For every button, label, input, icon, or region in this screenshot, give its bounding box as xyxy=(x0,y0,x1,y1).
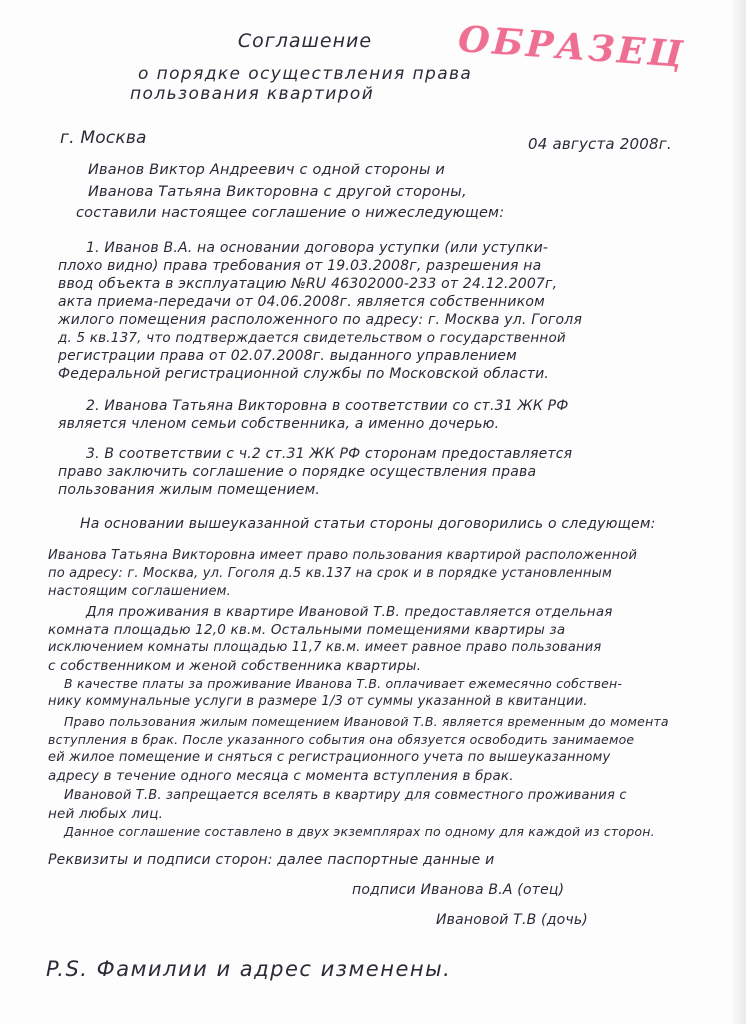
city: г. Москва xyxy=(60,128,147,148)
terms-line-1: Иванова Татьяна Викторовна имеет право пользования квартирой расположенной xyxy=(48,548,638,563)
clause-1-line-5: жилого помещения расположенного по адресу: г. Москва ул. Гоголя xyxy=(58,312,583,328)
document-title: Соглашение xyxy=(237,30,373,52)
clause-2-line-1: 2. Иванова Татьяна Викторовна в соответствии со ст.31 ЖК РФ xyxy=(86,398,569,414)
agreed-heading: На основании вышеуказанной статьи стороны договорились о следующем: xyxy=(80,516,656,532)
clause-3-line-3: пользования жилым помещением. xyxy=(58,482,320,498)
terms-line-15: ней любых лиц. xyxy=(48,806,164,822)
clause-1-line-4: акта приема-передачи от 04.06.2008г. является собственником xyxy=(58,294,545,310)
document-subtitle-line-1: о порядке осуществления права xyxy=(138,64,473,84)
terms-line-4: Для проживания в квартире Ивановой Т.В. предоставляется отдельная xyxy=(86,604,613,620)
intro-line-2: Иванова Татьяна Викторовна с другой стороны, xyxy=(88,184,467,200)
page-edge-shadow xyxy=(732,0,746,1024)
terms-line-11: вступления в брак. После указанного события она обязуется освободить занимаемое xyxy=(48,732,635,747)
clause-3-line-2: право заключить соглашение о порядке осуществления права xyxy=(58,464,537,480)
requisites-line-1: Реквизиты и подписи сторон: далее паспортные данные и xyxy=(48,852,495,868)
clause-1-line-6: д. 5 кв.137, что подтверждается свидетельством о государственной xyxy=(58,330,566,346)
document-subtitle-line-2: пользования квартирой xyxy=(130,84,375,104)
terms-line-6: исключением комнаты площадью 11,7 кв.м. имеет равное право пользования xyxy=(48,640,602,655)
terms-line-10: Право пользования жилым помещением Ивановой Т.В. является временным до момента xyxy=(64,714,669,729)
terms-line-14: Ивановой Т.В. запрещается вселять в квартиру для совместного проживания с xyxy=(64,788,627,803)
terms-line-12: ей жилое помещение и сняться с регистрационного учета по вышеуказанному xyxy=(48,750,611,765)
intro-line-3: составили настоящее соглашение о нижеследующем: xyxy=(76,205,505,221)
terms-line-9: нику коммунальные услуги в размере 1/3 от суммы указанной в квитанции. xyxy=(48,694,588,709)
clause-1-line-3: ввод объекта в эксплуатацию №RU 46302000-233 от 24.12.2007г, xyxy=(58,276,558,292)
date: 04 августа 2008г. xyxy=(528,135,672,153)
terms-line-7: с собственником и женой собственника квартиры. xyxy=(48,658,422,674)
postscript-note: P.S. Фамилии и адрес изменены. xyxy=(46,957,452,981)
sample-stamp: ОБРАЗЕЦ xyxy=(456,18,687,76)
intro-line-1: Иванов Виктор Андреевич с одной стороны и xyxy=(88,162,446,178)
clause-1-line-7: регистрации права от 02.07.2008г. выданного управлением xyxy=(58,348,517,364)
requisites-line-3: Ивановой Т.В (дочь) xyxy=(436,912,588,928)
clause-1-line-8: Федеральной регистрационной службы по Московской области. xyxy=(58,366,550,382)
clause-1-line-2: плохо видно) права требования от 19.03.2008г, разрешения на xyxy=(58,258,542,274)
terms-line-3: настоящим соглашением. xyxy=(48,584,231,599)
clause-3-line-1: 3. В соответствии с ч.2 ст.31 ЖК РФ сторонам предоставляется xyxy=(86,446,573,462)
requisites-line-2: подписи Иванова В.А (отец) xyxy=(352,882,565,898)
terms-line-8: В качестве платы за проживание Иванова Т.В. оплачивает ежемесячно собствен- xyxy=(64,676,623,691)
clause-2-line-2: является членом семьи собственника, а именно дочерью. xyxy=(58,416,500,432)
terms-line-16: Данное соглашение составлено в двух экземплярах по одному для каждой из сторон. xyxy=(64,824,655,839)
terms-line-2: по адресу: г. Москва, ул. Гоголя д.5 кв.137 на срок и в порядке установленным xyxy=(48,566,613,581)
terms-line-13: адресу в течение одного месяца с момента вступления в брак. xyxy=(48,768,514,784)
clause-1-line-1: 1. Иванов В.А. на основании договора уступки (или уступки- xyxy=(86,240,549,256)
terms-line-5: комната площадью 12,0 кв.м. Остальными помещениями квартиры за xyxy=(48,622,566,638)
